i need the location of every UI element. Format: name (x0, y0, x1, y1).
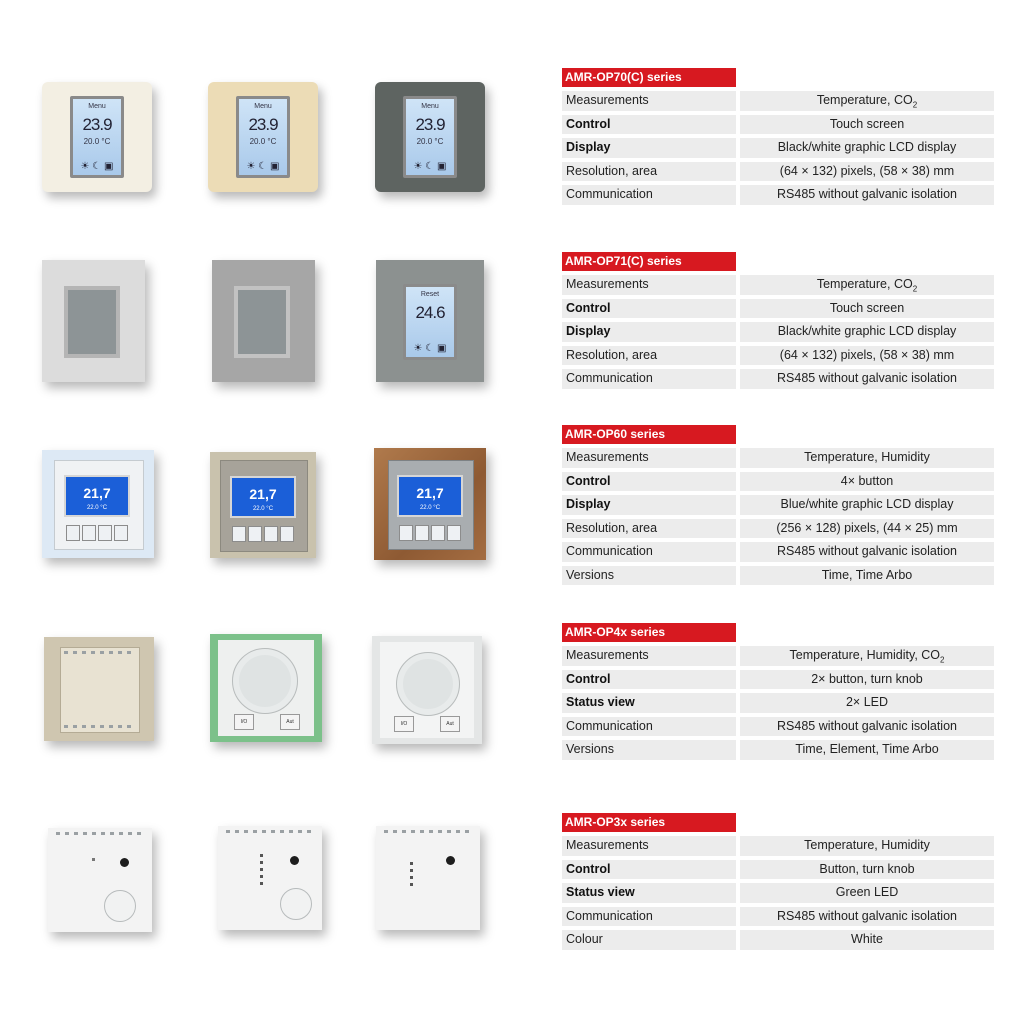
led-column (260, 854, 263, 889)
spec-row (562, 566, 994, 586)
spec-key: Communication (562, 369, 736, 389)
mode-icons: ☀ ☾ ▣ (246, 161, 280, 172)
turn-knob[interactable] (104, 890, 136, 922)
turn-knob[interactable] (280, 888, 312, 920)
vent-slots (64, 651, 134, 654)
spec-row (562, 185, 994, 205)
spec-key: Measurements (562, 91, 736, 111)
spec-row (562, 115, 994, 135)
spec-table-op3x (562, 813, 994, 950)
lcd-setpoint: 20.0 °C (249, 137, 277, 146)
spec-table-op4x (562, 623, 994, 760)
spec-row (562, 495, 994, 515)
spec-key: Control (562, 670, 736, 690)
button-4[interactable] (114, 525, 128, 541)
button-4[interactable] (447, 525, 461, 541)
button-3[interactable] (98, 525, 112, 541)
vent-slots (226, 830, 314, 833)
spec-value: 2× button, turn knob (740, 670, 994, 690)
spec-value: (64 × 132) pixels, (58 × 38) mm (740, 346, 994, 366)
spec-value: Blue/white graphic LCD display (740, 495, 994, 515)
spec-value: Temperature, Humidity, $CO_2$ (740, 646, 994, 666)
mode-icons: ☀ ☾ ▣ (413, 161, 447, 172)
spec-key: Versions (562, 740, 736, 760)
lcd-menu-label: Reset (420, 291, 440, 298)
spec-value: Time, Element, Time Arbo (740, 740, 994, 760)
spec-key: Control (562, 115, 736, 135)
spec-row (562, 883, 994, 903)
spec-value: Time, Time Arbo (740, 566, 994, 586)
spec-key: Measurements (562, 275, 736, 295)
button-row (399, 525, 461, 539)
lcd-screen (230, 476, 296, 518)
spec-value: RS485 without galvanic isolation (740, 369, 994, 389)
spec-key: Communication (562, 542, 736, 562)
spec-value: (256 × 128) pixels, (44 × 25) mm (740, 519, 994, 539)
device-op4x-white (372, 636, 482, 744)
spec-table-op71 (562, 252, 994, 389)
spec-value: 4× button (740, 472, 994, 492)
spec-key: Status view (562, 883, 736, 903)
button-3[interactable] (264, 526, 278, 542)
button-hole[interactable] (446, 856, 455, 865)
spec-title: AMR-OP4x series (562, 623, 736, 642)
spec-key: Communication (562, 907, 736, 927)
device-op60-wood (374, 448, 486, 560)
led-indicator (92, 858, 95, 861)
spec-row (562, 930, 994, 950)
device-op71-grey (212, 260, 315, 382)
device-op71-active (376, 260, 484, 382)
lcd-temperature: 21,7 (83, 485, 111, 501)
spec-value: Temperature, Humidity (740, 448, 994, 468)
device-op70-beige (208, 82, 318, 192)
spec-value: Button, turn knob (740, 860, 994, 880)
spec-row (562, 836, 994, 856)
spec-row (562, 860, 994, 880)
lcd-temperature: 23.9 (415, 115, 445, 134)
button-hole[interactable] (290, 856, 299, 865)
spec-title: AMR-OP3x series (562, 813, 736, 832)
spec-row (562, 162, 994, 182)
spec-title: AMR-OP60 series (562, 425, 736, 444)
spec-key: Display (562, 138, 736, 158)
device-op3x-2 (218, 826, 322, 930)
button-1[interactable] (66, 525, 80, 541)
spec-row (562, 275, 994, 295)
spec-table-op60 (562, 425, 994, 585)
spec-row (562, 138, 994, 158)
device-op71-light (42, 260, 145, 382)
blank-screen (64, 286, 120, 358)
spec-value: White (740, 930, 994, 950)
spec-key: Status view (562, 693, 736, 713)
lcd-screen (236, 96, 290, 178)
spec-key: Display (562, 495, 736, 515)
spec-value: 2× LED (740, 693, 994, 713)
auto-button[interactable]: Aut (440, 716, 460, 732)
inner-plate (60, 647, 140, 733)
led-column (410, 862, 413, 890)
lcd-setpoint: 20.0 °C (416, 137, 444, 146)
spec-title: AMR-OP70(C) series (562, 68, 736, 87)
spec-row (562, 369, 994, 389)
lcd-screen (403, 284, 457, 360)
lcd-screen (70, 96, 124, 178)
spec-value: Temperature, $CO_2$ (740, 91, 994, 111)
spec-key: Control (562, 860, 736, 880)
lcd-setpoint: 22.0 °C (419, 505, 441, 511)
spec-key: Resolution, area (562, 346, 736, 366)
device-op3x-3 (376, 826, 480, 930)
spec-value: Temperature, $CO_2$ (740, 275, 994, 295)
spec-key: Display (562, 322, 736, 342)
device-op70-dark (375, 82, 485, 192)
spec-row (562, 322, 994, 342)
button-2[interactable] (248, 526, 262, 542)
spec-row (562, 542, 994, 562)
spec-value: RS485 without galvanic isolation (740, 717, 994, 737)
button-row (232, 526, 294, 540)
spec-row (562, 519, 994, 539)
lcd-temperature: 24.6 (415, 303, 445, 322)
blank-screen (234, 286, 290, 358)
lcd-screen (64, 475, 130, 517)
spec-key: Control (562, 299, 736, 319)
spec-row (562, 670, 994, 690)
button-2[interactable] (82, 525, 96, 541)
spec-key: Colour (562, 930, 736, 950)
spec-value: Touch screen (740, 299, 994, 319)
auto-button[interactable]: Aut (280, 714, 300, 730)
spec-row (562, 717, 994, 737)
spec-table-op70 (562, 68, 994, 205)
spec-key: Versions (562, 566, 736, 586)
spec-value: Black/white graphic LCD display (740, 322, 994, 342)
spec-row (562, 472, 994, 492)
spec-key: Measurements (562, 646, 736, 666)
device-op4x-champagne (44, 637, 154, 741)
spec-row (562, 299, 994, 319)
spec-value: Temperature, Humidity (740, 836, 994, 856)
button-row (66, 525, 128, 539)
vent-slots (56, 832, 144, 835)
device-op60-champagne (210, 452, 316, 558)
vent-slots (384, 830, 472, 833)
spec-value: RS485 without galvanic isolation (740, 185, 994, 205)
spec-key: Communication (562, 185, 736, 205)
lcd-temperature: 23.9 (82, 115, 112, 134)
turn-knob[interactable] (396, 652, 460, 716)
button-3[interactable] (431, 525, 445, 541)
device-op4x-green (210, 634, 322, 742)
spec-key: Resolution, area (562, 519, 736, 539)
lcd-menu-label: Menu (254, 103, 272, 110)
lcd-setpoint: 20.0 °C (83, 137, 111, 146)
spec-value: Green LED (740, 883, 994, 903)
lcd-menu-label: Menu (421, 103, 439, 110)
spec-row (562, 448, 994, 468)
spec-value: (64 × 132) pixels, (58 × 38) mm (740, 162, 994, 182)
spec-row (562, 646, 994, 666)
button-hole[interactable] (120, 858, 129, 867)
spec-value: Black/white graphic LCD display (740, 138, 994, 158)
spec-key: Communication (562, 717, 736, 737)
spec-row (562, 346, 994, 366)
device-op60-white (42, 450, 154, 558)
button-1[interactable] (232, 526, 246, 542)
power-button[interactable]: I/O (234, 714, 254, 730)
spec-value: Touch screen (740, 115, 994, 135)
spec-key: Measurements (562, 836, 736, 856)
mode-icons: ☀ ☾ ▣ (413, 343, 447, 354)
lcd-screen (403, 96, 457, 178)
lcd-temperature: 23.9 (248, 115, 278, 134)
turn-knob[interactable] (232, 648, 298, 714)
spec-row (562, 740, 994, 760)
spec-row (562, 693, 994, 713)
spec-row (562, 91, 994, 111)
spec-value: RS485 without galvanic isolation (740, 542, 994, 562)
device-op3x-1 (48, 828, 152, 932)
lcd-setpoint: 22.0 °C (252, 506, 274, 512)
lcd-screen (397, 475, 463, 517)
power-button[interactable]: I/O (394, 716, 414, 732)
device-op70-white (42, 82, 152, 192)
lcd-setpoint: 22.0 °C (86, 505, 108, 511)
spec-title: AMR-OP71(C) series (562, 252, 736, 271)
lcd-temperature: 21,7 (249, 486, 277, 502)
button-4[interactable] (280, 526, 294, 542)
button-1[interactable] (399, 525, 413, 541)
spec-row (562, 907, 994, 927)
spec-value: RS485 without galvanic isolation (740, 907, 994, 927)
button-2[interactable] (415, 525, 429, 541)
lcd-menu-label: Menu (88, 103, 106, 110)
spec-key: Resolution, area (562, 162, 736, 182)
mode-icons: ☀ ☾ ▣ (80, 161, 114, 172)
spec-key: Measurements (562, 448, 736, 468)
spec-key: Control (562, 472, 736, 492)
vent-slots (64, 725, 134, 728)
lcd-temperature: 21,7 (416, 485, 444, 501)
